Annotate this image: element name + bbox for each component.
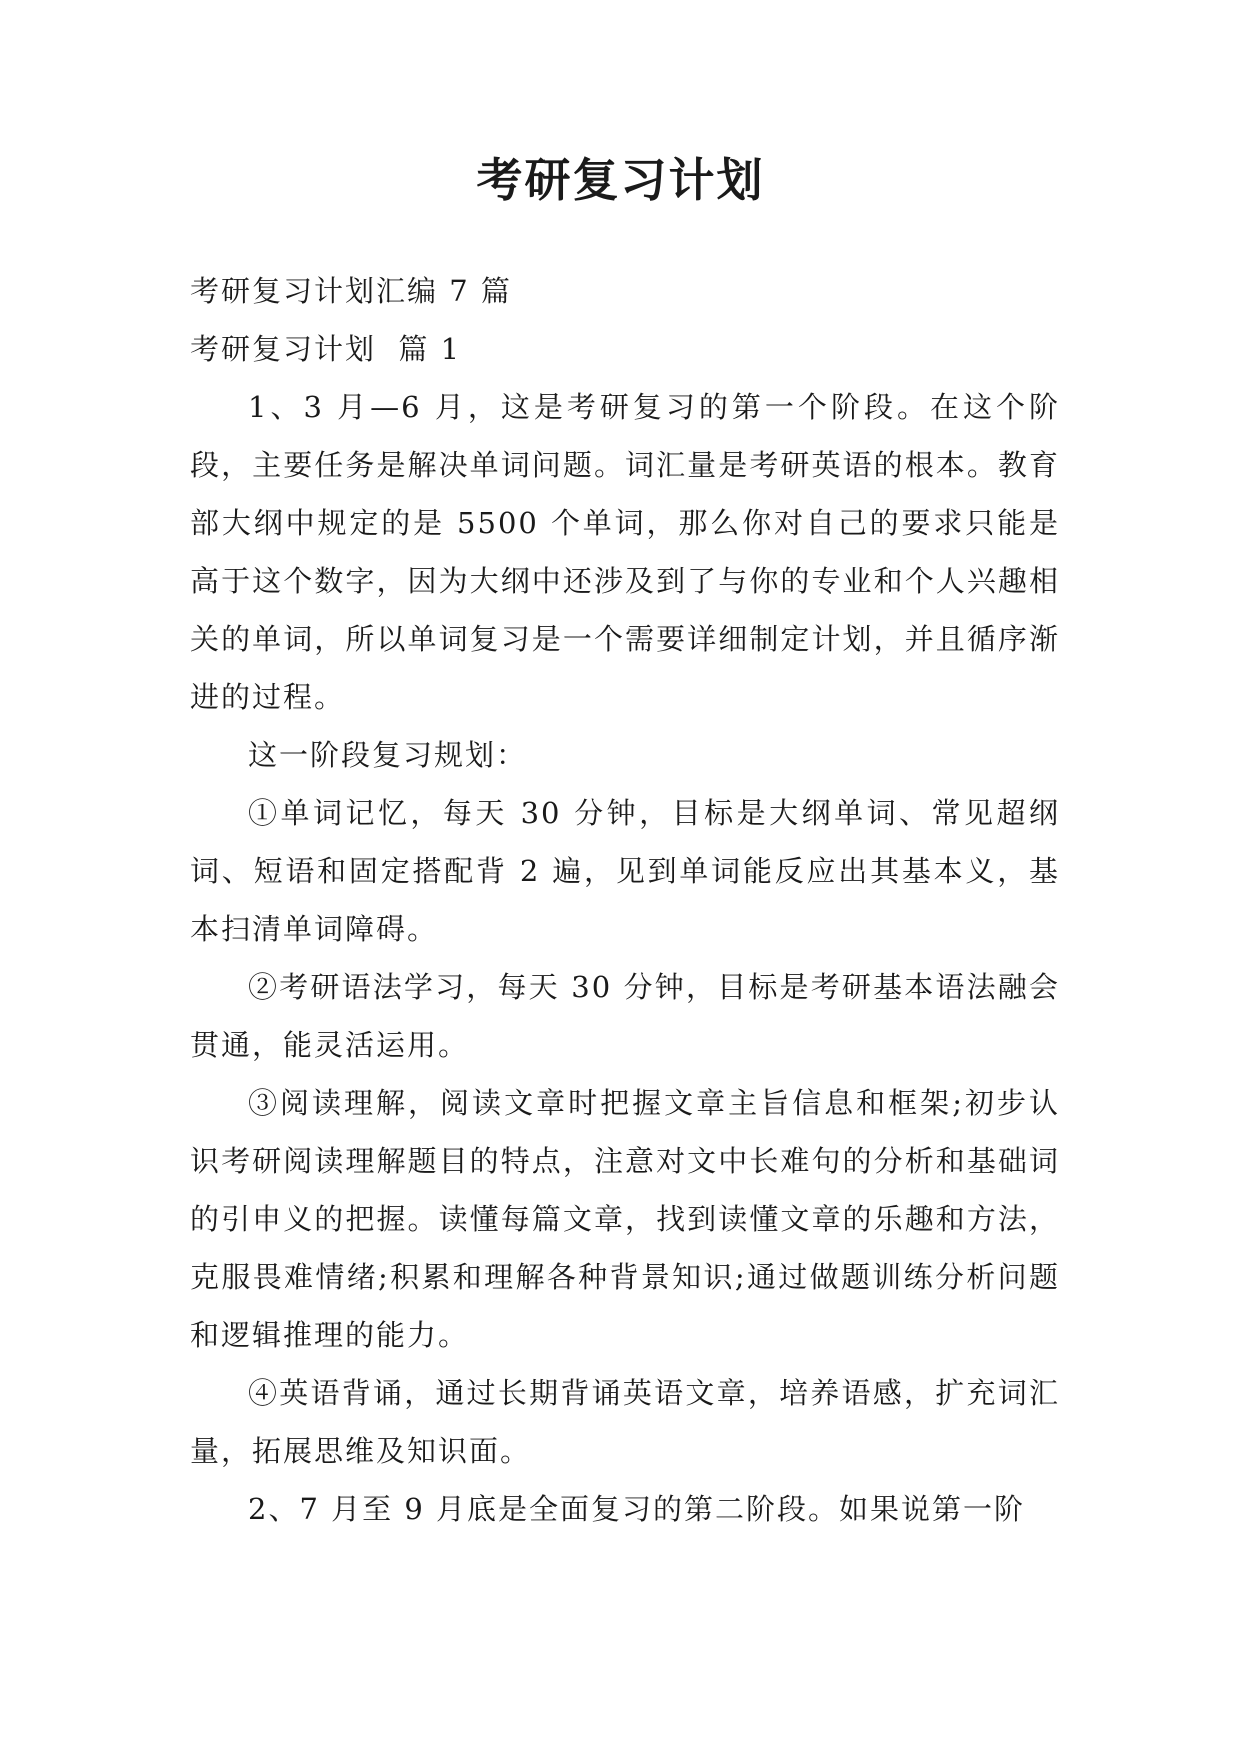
document-subtitle: 考研复习计划汇编 7 篇: [190, 274, 512, 308]
paragraph-recitation: ④英语背诵，通过长期背诵英语文章，培养语感，扩充词汇量，拓展思维及知识面。: [190, 1376, 1060, 1468]
paragraph-stage-two: 2、7 月至 9 月底是全面复习的第二阶段。如果说第一阶: [248, 1492, 1026, 1526]
document-title: 考研复习计划: [476, 153, 765, 207]
paragraph-grammar: ②考研语法学习，每天 30 分钟，目标是考研基本语法融会贯通，能灵活运用。: [190, 970, 1060, 1062]
paragraph-stage-one: 1、3 月—6 月，这是考研复习的第一个阶段。在这个阶段，主要任务是解决单词问题。词汇量是考研英语的根本。教育部大纲中规定的是 5500 个单词，那么你对自己的要求只能是高于这个数字，因为大纲中还涉及到了与你的专业和个人兴趣相关的单词，所以单词复习是一个需要详细制定计划，并且循序渐进的过程。: [190, 390, 1060, 714]
document-body: [190, 262, 1060, 1538]
section-heading: 考研复习计划 篇 1: [190, 332, 462, 366]
paragraph-reading: ③阅读理解，阅读文章时把握文章主旨信息和框架;初步认识考研阅读理解题目的特点，注意对文中长难句的分析和基础词的引申义的把握。读懂每篇文章，找到读懂文章的乐趣和方法，克服畏难情绪;积累和理解各种背景知识;通过做题训练分析问题和逻辑推理的能力。: [190, 1086, 1060, 1352]
paragraph-plan-intro: 这一阶段复习规划：: [248, 738, 528, 772]
paragraph-word-memory: ①单词记忆，每天 30 分钟，目标是大纲单词、常见超纲词、短语和固定搭配背 2 遍，见到单词能反应出其基本义，基本扫清单词障碍。: [190, 796, 1060, 946]
